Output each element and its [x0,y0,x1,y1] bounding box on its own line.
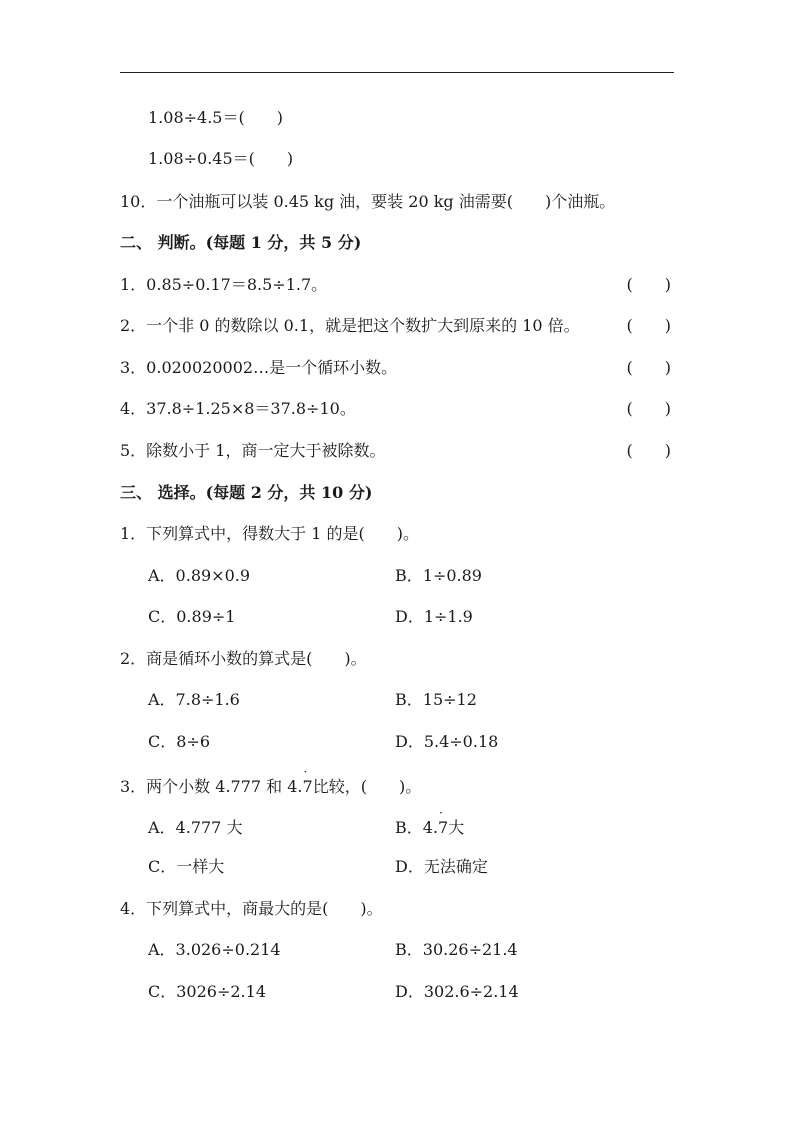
choice-3-stem [120,777,421,797]
choice-4-option-d: D．302.6÷2.14 [395,982,519,1001]
choice-2-option-c: C．8÷6 [148,732,211,751]
choice-1-option-a: A．0.89×0.9 [148,566,251,585]
judge-item-1: 1．0.85÷0.17＝8.5÷1.7。 [120,275,328,294]
choice-3-stem-start: 3．两个小数 4.777 和 4. [120,777,303,796]
repeating-digit: · 7 [438,818,448,838]
choice-3-option-b-end: 大 [448,818,465,837]
judge-blank-2: ( ) [626,316,671,335]
choice-2-option-a: A．7.8÷1.6 [148,690,240,709]
judge-item-2: 2．一个非 0 的数除以 0.1，就是把这个数扩大到原来的 10 倍。 [120,316,580,335]
judge-blank-1: ( ) [626,275,671,294]
judge-item-5: 5．除数小于 1，商一定大于被除数。 [120,441,386,460]
question-9-part-b: 1.08÷4.5＝( ) [148,108,283,127]
choice-3-option-b [395,818,464,838]
judge-blank-4: ( ) [626,399,671,418]
choice-4-stem: 4．下列算式中，商最大的是( )。 [120,899,383,918]
choice-1-option-d: D．1÷1.9 [395,607,473,626]
repeating-digit: · 7 [303,777,313,797]
judge-blank-3: ( ) [626,358,671,377]
choice-1-option-b: B．1÷0.89 [395,566,482,585]
choice-4-option-a: A．3.026÷0.214 [148,940,281,959]
judge-item-4: 4．37.8÷1.25×8＝37.8÷10。 [120,399,356,418]
choice-3-option-d: D．无法确定 [395,857,488,876]
choice-3-stem-end: 比较，( )。 [312,777,422,796]
choice-4-option-b: B．30.26÷21.4 [395,940,518,959]
question-10: 10．一个油瓶可以装 0.45 kg 油，要装 20 kg 油需要( )个油瓶。 [120,192,616,211]
judge-blank-5: ( ) [626,441,671,460]
choice-4-option-c: C．3026÷2.14 [148,982,266,1001]
choice-3-option-b-start: B．4. [395,818,439,837]
header-rule [120,72,674,73]
section-2-title: 二、 判断。(每题 1 分，共 5 分) [120,233,362,252]
choice-2-stem: 2．商是循环小数的算式是( )。 [120,649,367,668]
choice-1-stem: 1．下列算式中，得数大于 1 的是( )。 [120,524,420,543]
choice-2-option-b: B．15÷12 [395,690,477,709]
choice-3-option-c: C．一样大 [148,857,225,876]
section-3-title: 三、 选择。(每题 2 分，共 10 分) [120,483,373,502]
question-9-part-c: 1.08÷0.45＝( ) [148,149,294,168]
choice-1-option-c: C．0.89÷1 [148,607,236,626]
choice-2-option-d: D．5.4÷0.18 [395,732,499,751]
judge-item-3: 3．0.020020002…是一个循环小数。 [120,358,398,377]
choice-3-option-a: A．4.777 大 [148,818,243,837]
